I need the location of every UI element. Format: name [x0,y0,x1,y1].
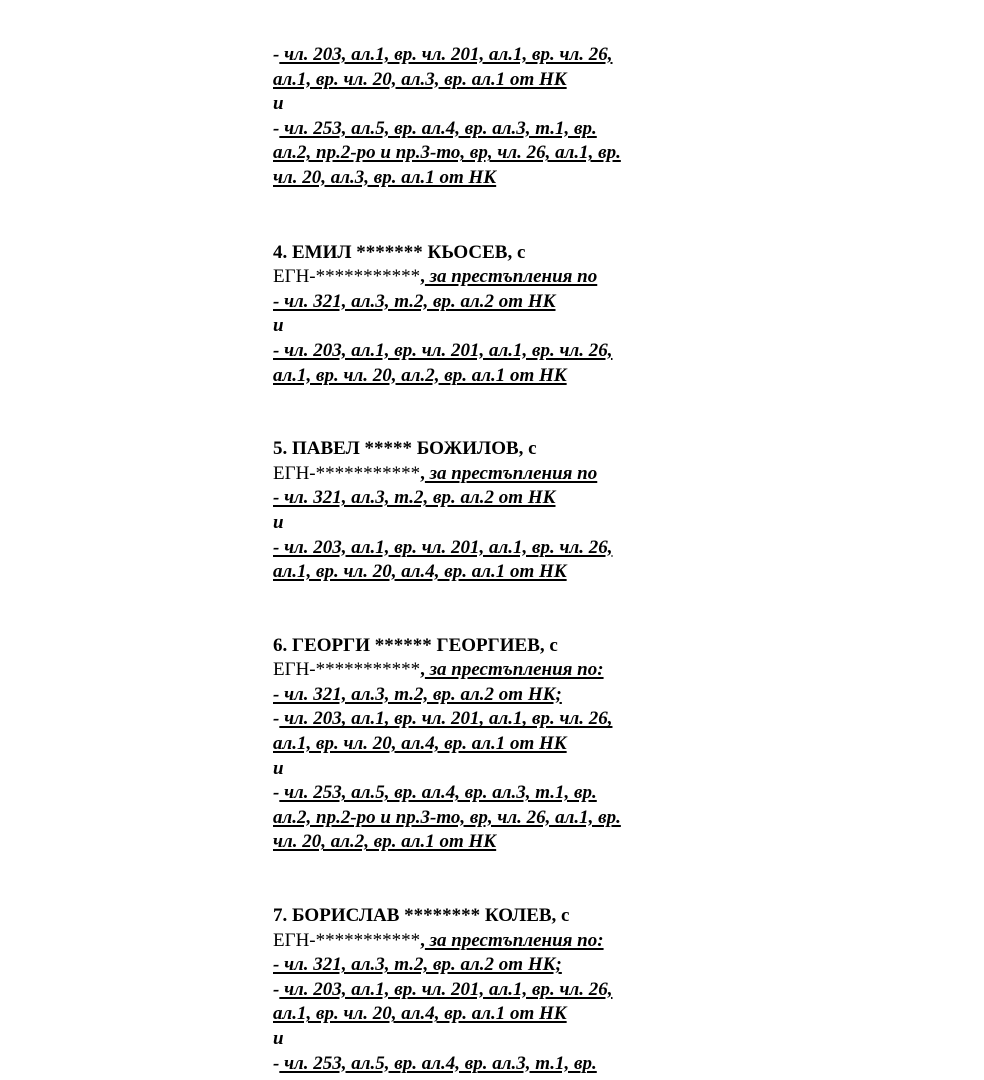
conjunction: и [273,1028,284,1049]
charge-line: ал.1, вр. чл. 20, ал.2, вр. ал.1 от НК [273,364,567,386]
charge-line: - чл. 253, ал.5, вр. ал.4, вр. ал.3, т.1, вр. [273,782,597,804]
charge-line: - чл. 321, ал.3, т.2, вр. ал.2 от НК; [273,954,562,976]
charge-line: ал.1, вр. чл. 20, ал.4, вр. ал.1 от НК [273,1003,567,1025]
defendant-block [273,634,693,855]
charge-line: ал.2, пр.2-ро и пр.3-то, вр, чл. 26, ал.1, вр. [273,142,621,164]
conjunction: и [273,93,284,115]
charge-line: - чл. 203, ал.1, вр. чл. 201, ал.1, вр. чл. 26, [273,339,613,361]
charge-line: - чл. 203, ал.1, вр. чл. 201, ал.1, вр. чл. 26, [273,708,613,730]
defendant-block [273,241,693,389]
charge-line: ал.1, вр. чл. 20, ал.4, вр. ал.1 от НК [273,561,567,583]
charge-line: - чл. 321, ал.3, т.2, вр. ал.2 от НК [273,487,556,509]
defendant-egn-line: ЕГН-***********, за престъпления по [273,462,598,484]
charge-line: ал.1, вр. чл. 20, ал.3, вр. ал.1 от НК [273,68,567,90]
defendant-name: 6. ГЕОРГИ ****** ГЕОРГИЕВ, с [273,634,558,656]
charge-line: чл. 20, ал.3, вр. ал.1 от НК [273,166,497,188]
charge-line: чл. 20, ал.2, вр. ал.1 от НК [273,831,497,853]
defendant-block [273,904,693,1076]
defendant-name: 5. ПАВЕЛ ***** БОЖИЛОВ, с [273,438,537,460]
defendant-egn-line: ЕГН-***********, за престъпления по: [273,929,604,951]
defendant-name: 7. БОРИСЛАВ ******** КОЛЕВ, с [273,905,570,927]
charge-line: - чл. 203, ал.1, вр. чл. 201, ал.1, вр. чл. 26, [273,978,613,1000]
document-page [273,43,693,1076]
charge-line: ал.1, вр. чл. 20, ал.4, вр. ал.1 от НК [273,733,567,755]
charge-line: - чл. 203, ал.1, вр. чл. 201, ал.1, вр. чл. 26, [273,536,613,558]
defendant-name: 4. ЕМИЛ ******* КЬОСЕВ, с [273,241,526,263]
conjunction: и [273,511,284,533]
charge-line: - чл. 203, ал.1, вр. чл. 201, ал.1, вр. чл. 26, [273,44,613,65]
top-charges-block [273,43,693,191]
defendant-egn-line: ЕГН-***********, за престъпления по [273,266,598,288]
charge-line: - чл. 321, ал.3, т.2, вр. ал.2 от НК [273,290,556,312]
charge-line: - чл. 253, ал.5, вр. ал.4, вр. ал.3, т.1, вр. [273,1052,597,1074]
conjunction: и [273,757,284,779]
charge-line: - чл. 321, ал.3, т.2, вр. ал.2 от НК; [273,683,562,705]
charge-line: ал.2, пр.2-ро и пр.3-то, вр, чл. 26, ал.1, вр. [273,806,621,828]
defendant-block [273,437,693,585]
conjunction: и [273,315,284,337]
charge-line: - чл. 253, ал.5, вр. ал.4, вр. ал.3, т.1, вр. [273,117,597,139]
defendant-egn-line: ЕГН-***********, за престъпления по: [273,659,604,681]
